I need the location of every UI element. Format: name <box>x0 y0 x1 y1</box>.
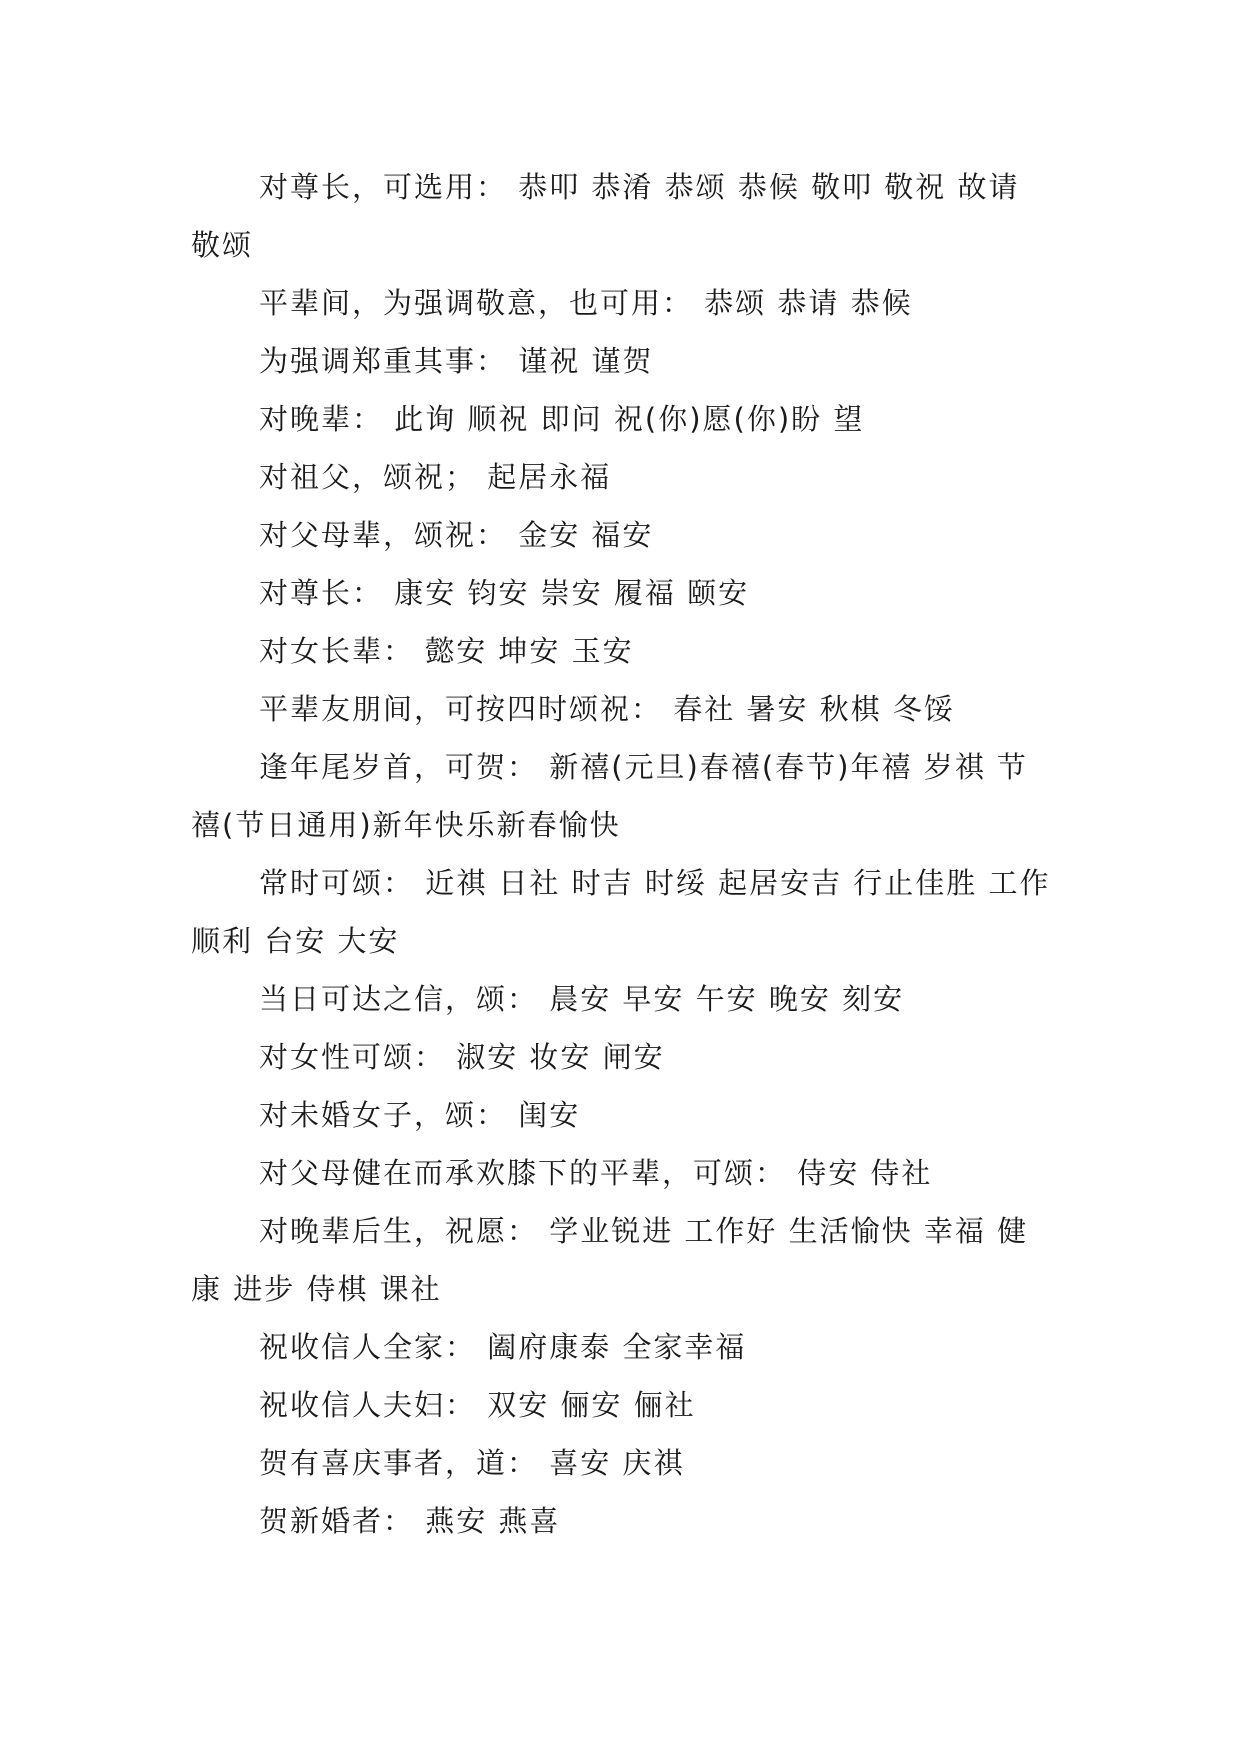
paragraph: 祝收信人全家： 阖府康泰 全家幸福 <box>259 1330 747 1364</box>
paragraph: 常时可颂： 近祺 日社 时吉 时绥 起居安吉 行止佳胜 工作顺利 台安 大安 <box>191 866 1051 958</box>
paragraph: 对晚辈后生，祝愿： 学业锐进 工作好 生活愉快 幸福 健康 进步 侍棋 课社 <box>191 1214 1029 1306</box>
paragraph: 逢年尾岁首，可贺： 新禧(元旦)春禧(春节)年禧 岁祺 节禧(节日通用)新年快乐新春愉快 <box>191 750 1028 842</box>
paragraph: 当日可达之信，颂： 晨安 早安 午安 晚安 刻安 <box>259 982 905 1016</box>
paragraph: 祝收信人夫妇： 双安 俪安 俪社 <box>259 1388 696 1422</box>
paragraph: 对尊长： 康安 钧安 崇安 履福 颐安 <box>259 576 750 610</box>
paragraph: 对父母辈，颂祝： 金安 福安 <box>259 518 654 552</box>
paragraph: 贺新婚者： 燕安 燕喜 <box>259 1504 561 1538</box>
paragraph: 对晚辈： 此询 顺祝 即问 祝(你)愿(你)盼 望 <box>259 402 865 436</box>
paragraph: 对女长辈： 懿安 坤安 玉安 <box>259 634 634 668</box>
paragraph: 对祖父，颂祝； 起居永福 <box>259 460 612 494</box>
document-body <box>191 158 1051 1550</box>
paragraph: 对女性可颂： 淑安 妆安 闸安 <box>259 1040 665 1074</box>
paragraph: 对尊长，可选用： 恭叩 恭淆 恭颂 恭候 敬叩 敬祝 故请 敬颂 <box>191 170 1031 262</box>
paragraph: 对父母健在而承欢膝下的平辈，可颂： 侍安 侍社 <box>259 1156 933 1190</box>
paragraph: 对未婚女子，颂： 闺安 <box>259 1098 581 1132</box>
paragraph: 为强调郑重其事： 谨祝 谨贺 <box>259 344 654 378</box>
paragraph: 贺有喜庆事者，道： 喜安 庆祺 <box>259 1446 685 1480</box>
paragraph: 平辈友朋间，可按四时颂祝： 春社 暑安 秋棋 冬馁 <box>259 692 955 726</box>
paragraph: 平辈间，为强调敬意，也可用： 恭颂 恭请 恭候 <box>259 286 913 320</box>
